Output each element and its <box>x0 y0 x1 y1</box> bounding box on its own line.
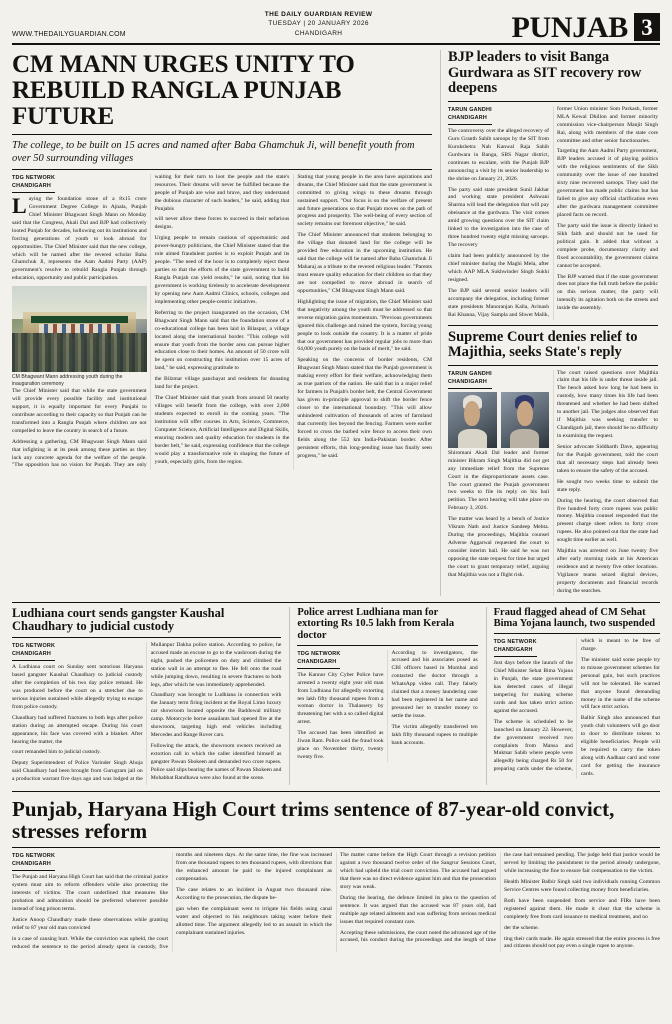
masthead <box>12 10 660 45</box>
divider <box>12 169 432 170</box>
byline-city: CHANDIGARH <box>297 658 337 665</box>
lead-para: The Chief Minister announced that students belonging to the village that donated land for the college will be provided free education in the upcoming institution. He said that the college will be named after Baba Ghamchuk Ji Maharaj as a tribute to the revered religious leader. "Parents must ensure quality education for their children so that they are not compelled to move abroad in search of opportunities," CM Bhagwant Singh Mann said. <box>297 232 432 294</box>
hc-para: Health Minister Balbir Singh said two individuals running Common Service Centres were found collecting money from beneficiaries. <box>504 878 660 893</box>
sehat-story <box>486 607 660 785</box>
bjp-para: The BJP warned that if the state government does not place the full truth before the public on this serious matter, the party will intensify its agitation both on the streets and inside the assembly. <box>557 273 658 312</box>
ludhiana-para: A Ludhiana court on Sunday sent notorious Haryana based gangster Kaushal Chaudhary to judicial custody after the completion of his two day police remand. He was produced before the court on a stretcher due to serious injuries sustained while allegedly trying to escape from police custody. <box>12 664 143 710</box>
bjp-columns <box>448 106 658 320</box>
bjp-para: The controversy over the alleged recovery of Guru Granth Sahib saroops by the SIT from Kurukshetra Nab Kanwal Raja Sahib Gurdwara in Banga, SBS Nagar district, continues to escalate, with the Punjab BJP announcing a visit by its senior leadership to the shrine on January 21, 2026. <box>448 127 549 182</box>
portrait-official <box>501 392 550 448</box>
paper-info <box>265 10 373 41</box>
divider <box>12 637 281 638</box>
bjp-headline: BJP leaders to visit Banga Gurdwara as SIT recovery row deepens <box>448 49 642 97</box>
lead-photo-caption: CM Bhagwant Mann addressing youth during the inauguration ceremony <box>12 374 123 388</box>
majithia-para: Senior advocate Siddharth Dave, appearing for the Punjab government, told the court that all necessary steps had already been taken to ensure the safety of the accused. <box>557 443 658 474</box>
ludhiana-para: Chaudhary was brought to Ludhiana in connection with the January term firing incident at the Royal Limo luxury car showroom located opposite the Baddowal military camp. Motorcycle borne assailants had opened fire at the showroom, targeting high end vehicles including Mercedes and Range Rover cars. <box>150 692 282 739</box>
byline-network: TDG NETWORK <box>12 853 56 860</box>
lead-para: Highlighting the issue of migration, the Chief Minister said that negativity among the youth must be addressed so that reverse migration gains momentum. "Previous governments ignored this challenge and ruined the system, forcing young people to look outside the country. It is a matter of pride that our government has provided regular jobs to more than 64,000 youth purely on the basis of merit," he said. <box>297 298 432 353</box>
hc-para: The case relates to an incident in August two thousand nine. According to the prosecution, the dispute be- <box>176 886 332 901</box>
kerala-para: The Kannur City Cyber Police have arrested a twenty eight year old man from Ludhiana for allegedly extorting ten lakh fifty thousand rupees from a woman doctor in Thalassery by threatening her with a so called digital arrest. <box>297 671 384 726</box>
byline-city: CHANDIGARH <box>12 861 51 868</box>
kerala-headline: Police arrest Ludhiana man for extorting Rs 10.5 lakh from Kerala doctor <box>297 606 455 641</box>
byline <box>12 852 55 871</box>
paper-date: TUESDAY | 20 JANUARY 2026 <box>268 20 369 28</box>
hc-para: Accepting these submissions, the court noted the advanced age of the accused, his conduct during the proceedings and the length of time the case had remained pending. The judge held that justice would be served by limiting the punishment to the period already undergone, while increasing the fine to ensure fair compensation to the victim. <box>340 852 660 944</box>
lead-headline: CM MANN URGES UNITY TO REBUILD RANGLA PUNJAB FUTURE <box>12 51 355 130</box>
lead-para: Speaking on the concerns of border residents, CM Bhagwant Singh Mann stated that the Punjab government is making every effort for their welfare, acknowledging them as true patriots of the nation. He said that in a major relief for farmers in Punjab's border belt, the Central Government has given in-principle approval to shift the border fence closer to the international boundary. "This will allow unhindered cultivation of thousands of acres of farmland that currently lies beyond the fencing. Farmers were earlier forced to cross the barbed wire fence to access their own fields along the 552 km India-Pakistan border. After persistent efforts, this long-pending issue has finally seen progress," he said. <box>297 357 432 459</box>
kerala-para: According to investigators, the accused and his associates posed as CBI officers based in Mumbai and contacted the doctor through a WhatsApp video call. They falsely claimed that a money laundering case had been registered in her name and pressured her to transfer money to settle the issue. <box>391 649 478 719</box>
bjp-para: The BJP said several senior leaders will accompany the delegation, including former state presidents Manoranjan Kalia, Avinash Rai Khanna, Vijay Sampla and Shwet Malik, former Union minister Som Parkash, former MLA Kewal Dhillon and former minority commission vice-chairperson Manjit Singh Rai, along with members of the state core committee and other senior functionaries. <box>448 105 658 318</box>
hc-headline: Punjab, Haryana High Court trims sentence of 87-year-old convict, stresses reform <box>12 797 615 844</box>
byline <box>448 370 492 389</box>
ludhiana-para: Deputy Superintendent of Police Varinder Singh Ahuja said Chaudhary had been brought from Gurugram jail on a production warrant five days ago and was lodged at the Mullanpur Dakha police station. According to police, he accused made an excuse to go to the washroom during the night, pushed the policemen on duty and climbed the station wall in an attempt to flee. He fell onto the road while jumping down, resulting in severe fractures to both legs, after which he was immediately apprehended. <box>12 641 282 783</box>
lead-para: Laying the foundation stone of a 8x15 crore Government Degree College in Ajnala, Punjab Chief Minister Bhagwant Singh Mann on Monday said that the Congress, Akali Dal and BJP had collectively looted Punjab for decades, hollowing out its institutions and forcing generations of youth to look abroad for opportunities. The Chief Minister said that the new college, which will be named after the revered scholar Baba Ghamchuk Ji, represents the Aam Aadmi Party (AAP) government's resolve to rebuild Rangla Punjab through education, opportunity and public participation. <box>12 192 147 282</box>
majithia-para: The court raised questions over Majithia claim that his life is under threat inside jail. The bench asked how long he had been in custody, how many times his life had been threatened and whether he had been shifted to another jail. The judges also observed that if Majithia was seeking transfer to Chandigarh jail, there should be no difficulty in examining the request. <box>557 369 658 440</box>
kerala-para: The accused has been identified as Jiwan Ram. Police said the fraud took place on November thirty, twenty twenty five. <box>297 730 384 761</box>
divider <box>297 645 477 646</box>
byline <box>297 650 340 669</box>
hc-para: ting their cards made. He again stressed that the entire process is free and citizens should not pay even a single rupee to anyone. <box>504 935 660 950</box>
majithia-para: The matter was heard by a bench of Justice Vikram Nath and Justice Sandeep Mehta. During the proceedings, Majithia counsel Adverse Aggarwal requested the court to consider interim bail. He said he was not opposing the state request for time but urged the court to grant temporary relief, arguing that Majithia was not a flight risk. <box>448 516 549 578</box>
sehat-para: The minister said some people try to misuse government schemes for personal gain, but such practices will not be tolerated. He warned that anyone found demanding money in the name of the scheme will face strict action. <box>580 656 660 711</box>
sehat-para: The scheme is scheduled to be launched on January 22. However, the government received two complaints from Mansa and Muktsar Sahib where people were allegedly being charged Rs 50 for preparing cards under the scheme, which is meant to be free of charge. <box>493 637 660 773</box>
page-number: 3 <box>634 13 660 41</box>
lead-para: the Bilzmar village panchayat and residents for donating land for the project. <box>154 376 290 391</box>
byline-network: TDG NETWORK <box>12 642 56 649</box>
mid-area <box>12 602 660 785</box>
byline-city: CHANDIGARH <box>448 378 487 385</box>
lead-para: Referring to the project inaugurated on the occasion, CM Bhagwant Singh Mann said that the foundation stone of a co-educational college has been laid in Bilaspur, a village located along the international border. "This college will ensure that youth from the border area can pursue higher education close to their homes. An amount of 50 crore will be spent on constructing this institution over 15 acres of land," he said, expressing gratitude to <box>154 309 290 372</box>
majithia-columns <box>448 370 658 596</box>
divider <box>12 134 432 135</box>
sehat-para: Balbir Singh also announced that youth club volunteers will go door to door to distribute tokens to eligible beneficiaries. People will be required to carry the token along with Aadhaar card and voter card for getting the insurance cards. <box>580 715 660 777</box>
majithia-headline: Supreme Court denies relief to Majithia, seeks State's reply <box>448 328 638 361</box>
lead-para: will never allow these forces to succeed in their nefarious designs. <box>154 216 290 231</box>
majithia-para: He sought two weeks time to submit the state reply. <box>557 478 658 493</box>
divider <box>448 325 658 326</box>
byline-network: TDG NETWORK <box>297 650 341 657</box>
portrait-majithia <box>448 392 497 448</box>
byline-city: CHANDIGARH <box>448 114 487 121</box>
byline-author: TARUN GANDHI <box>448 370 492 377</box>
lead-photo <box>12 286 147 372</box>
ludhiana-para: Following the attack, the showroom owners received an extortion call in which the caller identified himself as gangster Pawan Shokeen and demanded two crore rupees. Police said slips bearing the names of Pawan Shokeen and Mohabbat Randhawa were also found at the scene. <box>150 743 282 781</box>
ludhiana-columns <box>12 642 281 785</box>
right-column <box>440 50 658 596</box>
paper-city: CHANDIGARH <box>294 29 343 37</box>
byline <box>12 642 55 661</box>
paper-name: THE DAILY GUARDIAN REVIEW <box>264 11 373 18</box>
lead-para: Addressing a gathering, CM Bhagwant Singh Mann said that infighting is at its peak among these parties as they lack any concrete agenda for the welfare of the people. "The opposition has no vision for Punjab. They are only waiting for their turn to loot the people and the state's resources. Their dreams will never be fulfilled because the people of Punjab are wise and brave, and they understand the dubious character of such leaders," he said, adding that Punjabis <box>12 173 290 469</box>
byline-author: TARUN GANDHI <box>448 106 492 113</box>
hc-para: Both have been suspended from service and FIRs have been registered against them. He made it clear that the scheme is completely free from card issuance to medical treatment, and no <box>504 897 660 920</box>
hc-para: in a case of causing hurt. While the conviction was upheld, the court reduced the sentence to the period already spent in custody, five months and nineteen days. At the same time, the fine was increased from one thousand rupees to ten thousand rupees, with directions that the enhanced amount be paid to the injured complainant as compensation. <box>12 852 332 950</box>
ludhiana-court-story <box>12 607 281 785</box>
section-block <box>511 10 660 44</box>
kerala-columns <box>297 650 477 763</box>
lead-para: Stating that young people in the area have aspirations and dreams, the Chief Minister said that the state government is committed to giving wings to these dreams through sustained support. "Our focus is on the welfare of present and future generations so that Punjab moves on the path of progress and prosperity. The well-being of every section of society remains our foremost objective," he said. <box>297 173 432 228</box>
hc-para: der the scheme. <box>504 924 539 931</box>
byline <box>12 174 55 193</box>
majithia-para: During the hearing, the court observed that five hundred forty crore rupees was public money. Majithia counsel responded that the present charge sheet refers to forty crore rupees. He also pointed out that the state had sought time earlier as well. <box>557 497 658 544</box>
hc-para: gan when the complainant went to irrigate his fields using canal water and objected to his neighbours taking water before their allotted time. The argument allegedly led to an assault in which the complainant sustained injuries. <box>176 905 332 936</box>
byline <box>448 106 492 125</box>
divider <box>448 365 658 366</box>
sehat-para: Just days before the launch of the Chief Minister Sehat Bima Yojana in Punjab, the state government has detected cases of illegal tampering for making scheme cards and has taken strict action against the accused. <box>493 660 573 714</box>
ludhiana-para: court remanded him to judicial custody. <box>12 749 101 756</box>
bjp-para: The party said state president Sunil Jakhar and working state president Ashwani Sharma will lead the delegation that will pay obeisance at the gurdwara. The visit comes amid growing questions over the SIT claim linked to the investigation into the case of three hundred twenty eight missing saroops. The recovery <box>448 186 549 249</box>
lead-standfirst: The college, to be built on 15 acres and named after Baba Ghamchuk Ji, will benefit youth from over 50 surrounding villages <box>12 139 415 164</box>
lead-columns <box>12 174 432 471</box>
website-url: WWW.THEDAILYGUARDIAN.COM <box>12 31 126 39</box>
lead-para: Urging people to remain cautious of opportunistic and power-hungry politicians, the Chief Minister stated that the role aimed fraudulent parties is to exploit Punjab and its people. "The need of the hour is to completely reject these parties so that the efforts of the state government to build Rangla Punjab can yield results," he said, noting that his government is working tirelessly to accelerate development by opening new Aam Aadmi Clinics, schools, colleges and implementing other people-centric initiatives. <box>154 235 290 305</box>
top-area <box>12 50 660 596</box>
lead-story <box>12 50 432 596</box>
hc-columns <box>12 852 660 952</box>
lead-para: The Chief Minister said that while the state government will provide every possible facility and institutional support, it is equally important for every Punjabi to contribute according to their capacity so that Punjab can be transformed into a Rangla Punjab where children are not compelled to leave the country in search of a future. <box>12 388 147 434</box>
kerala-story <box>289 607 477 785</box>
hc-para: During the hearing, the defence limited its plea to the question of sentence. It was argued that the accused was 87 years old, had multiple age related ailments and was suffering from serious medical issues that required constant care. <box>340 894 496 925</box>
kerala-para: The victim allegedly transferred ten lakh fifty thousand rupees to multiple bank accounts. <box>391 723 478 746</box>
ludhiana-para: Chaudhary had suffered fractures to both legs after police station during an attempted escape. During his court appearance, his face was covered with a blanket. After hearing the matter, the <box>12 714 143 745</box>
hc-para: The matter came before the High Court through a revision petition against a two thousand twelve order of the Sangrur Sessions Court, which had upheld the trial court conviction. The accused had argued that there was no direct evidence against him and that the prosecution story was weak. <box>340 852 496 890</box>
sehat-headline: Fraud flagged ahead of CM Sehat Bima Yojana launch, two suspended <box>493 606 656 630</box>
byline-city: CHANDIGARH <box>12 650 51 657</box>
bjp-para: The party said the issue is directly linked to Sikh faith and should not be used for political gain. It added that without a complete probe, documentary clarity and fixed accountability, the government claims cannot be accepted. <box>557 222 658 269</box>
byline-network: TDG NETWORK <box>12 174 56 181</box>
sehat-columns <box>494 638 660 779</box>
high-court-story <box>12 791 660 952</box>
majithia-photos <box>448 392 549 450</box>
divider <box>494 633 660 634</box>
byline-network: TDG NETWORK <box>493 638 537 645</box>
majithia-para: Shiromani Akali Dal leader and former minister Bikram Singh Majithia did not get any immediate relief from the Supreme Court in the disproportionate assets case. The court granted the Punjab government two weeks to file its reply on his bail petition. The next hearing will take place on February 3, 2026. <box>448 449 549 512</box>
majithia-para: Majithia was arrested on June twenty five after early morning raids at his American residence and at twenty five other locations. Vigilance teams seized digital devices, property documents and financial records during the searches. <box>557 548 658 594</box>
byline-city: CHANDIGARH <box>493 647 533 654</box>
lead-para: The Chief Minister said that youth from around 50 nearby villages will benefit from the college, with over 2,000 students expected to enroll in the coming years. "The institution will offer courses in Arts, Science, Commerce, Computer Science, Artificial Intelligence and Digital Skills, ensuring modern and quality education for students in the border belt," he said, expressing confidence that the college would play a transformative role in shaping the future of youth, especially girls, from the region. <box>154 395 290 465</box>
bjp-para: Targeting the Aam Aadmi Party government, BJP leaders accused it of playing politics with the religious sentiments of the Sikh community over the issue of one hundred sixty nine recovered saroops. They said the government has made public claims but has failed to give any official clarification even after the gurdwara management committee placed facts on record. <box>557 148 658 218</box>
divider <box>12 847 660 848</box>
hc-para: The Punjab and Haryana High Court has said that the criminal justice system must aim to reform offenders while also protecting the interests of victims. The court underlined that measures like probation and admonition should be preferred wherever possible instead of long prison terms. <box>12 874 168 913</box>
byline-city: CHANDIGARH <box>12 182 51 189</box>
hc-para: Justice Anoop Chaudhary made these observations while granting relief to 87 year old man convicted <box>12 917 168 931</box>
section-title: PUNJAB <box>511 10 628 44</box>
ludhiana-headline: Ludhiana court sends gangster Kaushal Chaudhary to judicial custody <box>12 605 225 634</box>
bjp-para: claim had been publicly announced by the chief minister during the Maghi Mela, after which AAP MLA Sukhwinder Singh Sukhi resigned. <box>448 253 549 283</box>
divider <box>448 101 658 102</box>
byline <box>494 638 537 657</box>
